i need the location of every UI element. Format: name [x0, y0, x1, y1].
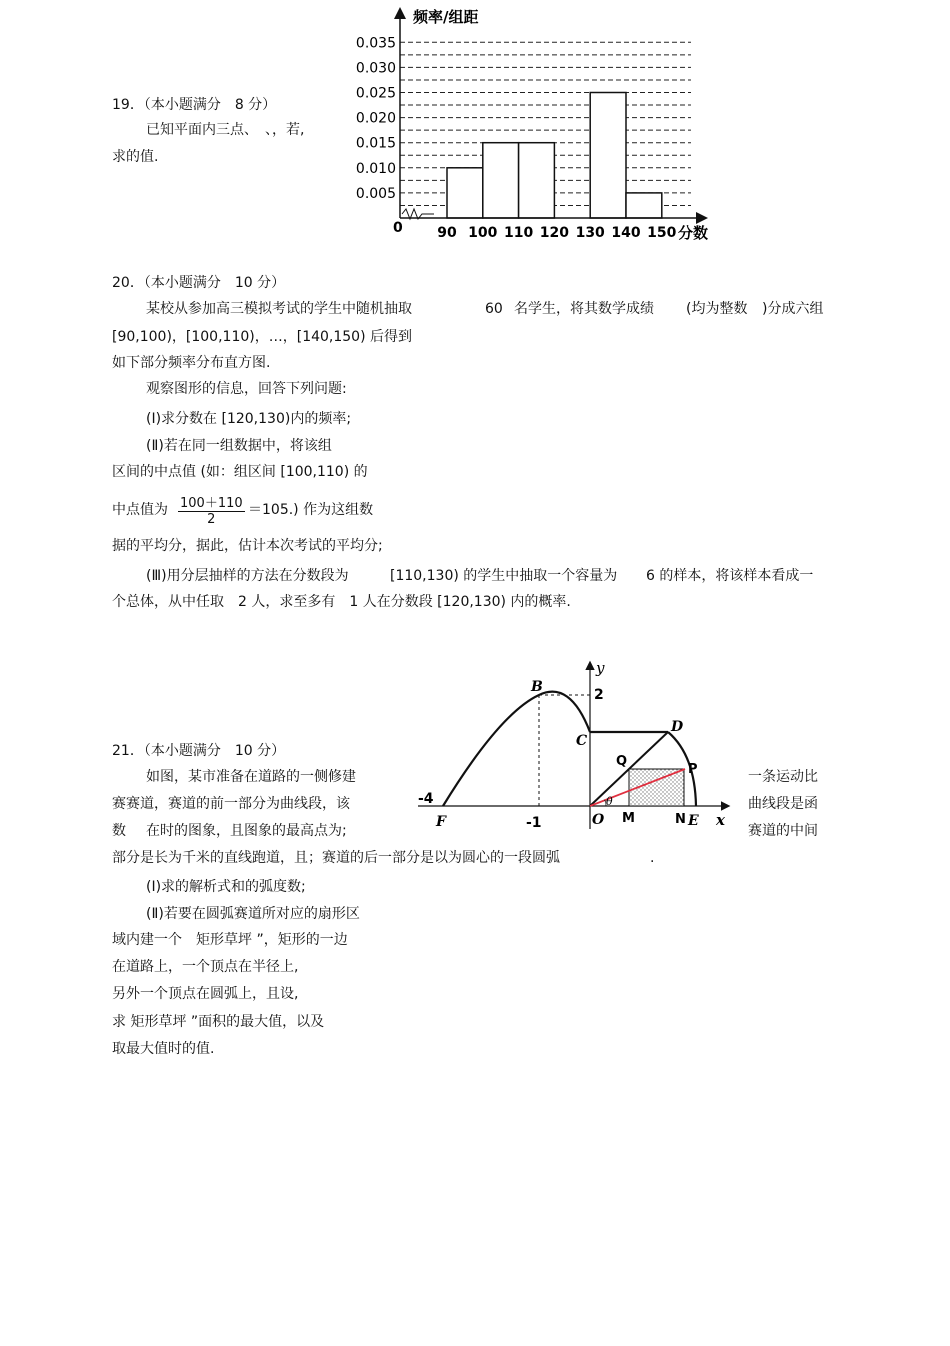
q20-part2a: (Ⅱ)若在同一组数据中，将该组: [146, 438, 332, 454]
q20-part2c-post: ＝105.) 作为这组数: [248, 502, 374, 518]
ytick-label: 0.010: [355, 160, 396, 177]
xtick-label: 100: [468, 225, 498, 241]
q21-part2a: (Ⅱ)若要在圆弧赛道所对应的扇形区: [146, 906, 360, 922]
fraction-numerator: 100＋110: [178, 492, 245, 512]
label-F: F: [436, 814, 446, 830]
label-theta: θ: [606, 795, 613, 808]
q20-p2: [90,100)，[100,110)，…，[140,150) 后得到: [112, 329, 412, 345]
xtick-label: 140: [611, 225, 641, 241]
q19-line1: 已知平面内三点、 、，若,: [146, 122, 305, 138]
label-x: x: [716, 811, 725, 829]
q21-part2c: 在道路上，一个顶点在半径上,: [112, 959, 299, 975]
q20-part3b: [110,130) 的学生中抽取一个容量为: [390, 568, 618, 584]
histogram-xtick-labels: [437, 225, 676, 241]
label-2: 2: [594, 687, 604, 703]
q21-part2b: 域内建一个 矩形草坪 ”，矩形的一边: [112, 932, 348, 948]
q21-l2a: 赛赛道，赛道的前一部分为曲线段，该: [112, 796, 350, 812]
q20-header: 20．（本小题满分 10 分）: [112, 275, 286, 291]
label-N: N: [675, 812, 686, 827]
xtick-label: 130: [575, 225, 605, 241]
label-minus4: -4: [418, 791, 434, 807]
label-Q: Q: [616, 754, 628, 769]
q21-part2e: 求 矩形草坪 ”面积的最大值，以及: [112, 1014, 325, 1030]
q21-header: 21．（本小题满分 10 分）: [112, 743, 286, 759]
q20-p1a: 某校从参加高三模拟考试的学生中随机抽取: [146, 301, 412, 317]
label-C: C: [576, 733, 588, 749]
xtick-label: 110: [503, 225, 534, 241]
histogram-bars: [447, 93, 662, 219]
histogram-bar: [626, 193, 662, 218]
q21-l1b: 一条运动比: [748, 769, 818, 785]
track-curve-FBC: [443, 692, 590, 806]
xtick-label: 90: [437, 225, 457, 241]
track-figure: [410, 655, 735, 835]
q21-part2f: 取最大值时的值.: [112, 1041, 215, 1057]
q21-l3a: 数: [112, 823, 126, 839]
q21-part1: (Ⅰ)求的解析式和的弧度数;: [146, 879, 306, 895]
q21-l2b: 曲线段是函: [748, 796, 818, 812]
q21-l3b: 在时的图象，且图象的最高点为;: [146, 823, 347, 839]
xtick-label: 120: [539, 225, 570, 241]
q20-p1c: 名学生，将其数学成绩: [514, 301, 654, 317]
ytick-label: 0.035: [355, 35, 396, 52]
q20-p1e: )分成六组: [762, 301, 824, 317]
q20-part2b: 区间的中点值 (如：组区间 [100,110) 的: [112, 464, 368, 480]
ytick-label: 0.030: [355, 60, 396, 77]
q20-p3: 如下部分频率分布直方图.: [112, 355, 271, 371]
q21-l3c: 赛道的中间: [748, 823, 818, 839]
q21-l1a: 如图，某市准备在道路的一侧修建: [146, 769, 356, 785]
q21-part2d: 另外一个顶点在圆弧上，且设,: [112, 986, 299, 1002]
ytick-label: 0.005: [355, 185, 396, 202]
q21-l4: 部分是长为千米的直线跑道，且；赛道的后一部分是以为圆心的一段圆弧: [112, 850, 560, 866]
fraction-denominator: 2: [207, 512, 216, 527]
histogram-ytick-labels: [356, 35, 396, 202]
q19-header: 19．（本小题满分 8 分）: [112, 97, 277, 113]
histogram-origin: 0: [393, 220, 403, 236]
label-M: M: [622, 811, 635, 826]
q20-p4: 观察图形的信息，回答下列问题:: [146, 381, 347, 397]
xtick-label: 150: [647, 225, 677, 241]
q20-part1: (Ⅰ)求分数在 [120,130)内的频率;: [146, 411, 352, 427]
q20-p1d: (均为整数: [686, 301, 748, 317]
label-O: O: [592, 812, 605, 828]
label-P: P: [688, 762, 698, 777]
q20-part2d: 据的平均分，据此，估计本次考试的平均分;: [112, 538, 383, 554]
histogram-bar: [590, 93, 626, 219]
histogram-xlabel: 分数: [678, 224, 709, 242]
q21-l4-end: .: [650, 850, 655, 866]
histogram-bar: [447, 168, 483, 218]
histogram-bar: [483, 143, 519, 218]
q20-part3d: 个总体，从中任取 2 人，求至多有 1 人在分数段 [120,130) 内的概率.: [112, 594, 571, 610]
q20-part3a: (Ⅲ)用分层抽样的方法在分数段为: [146, 568, 349, 584]
ytick-label: 0.020: [355, 110, 396, 127]
q19-line2: 求的值.: [112, 149, 159, 165]
ytick-label: 0.015: [355, 135, 396, 152]
label-E: E: [688, 813, 699, 829]
histogram-bar: [519, 143, 555, 218]
q20-part3c: 6 的样本，将该样本看成一: [646, 568, 814, 584]
label-B: B: [531, 679, 543, 695]
q20-p1b: 60: [485, 301, 503, 317]
frequency-histogram: [355, 0, 725, 250]
midpoint-fraction: [178, 492, 245, 527]
histogram-ylabel: 频率/组距: [413, 8, 479, 26]
label-y: y: [596, 659, 605, 677]
label-minus1: -1: [526, 815, 542, 831]
q20-part2c-pre: 中点值为: [112, 502, 168, 518]
label-D: D: [671, 719, 684, 735]
ytick-label: 0.025: [355, 85, 396, 102]
